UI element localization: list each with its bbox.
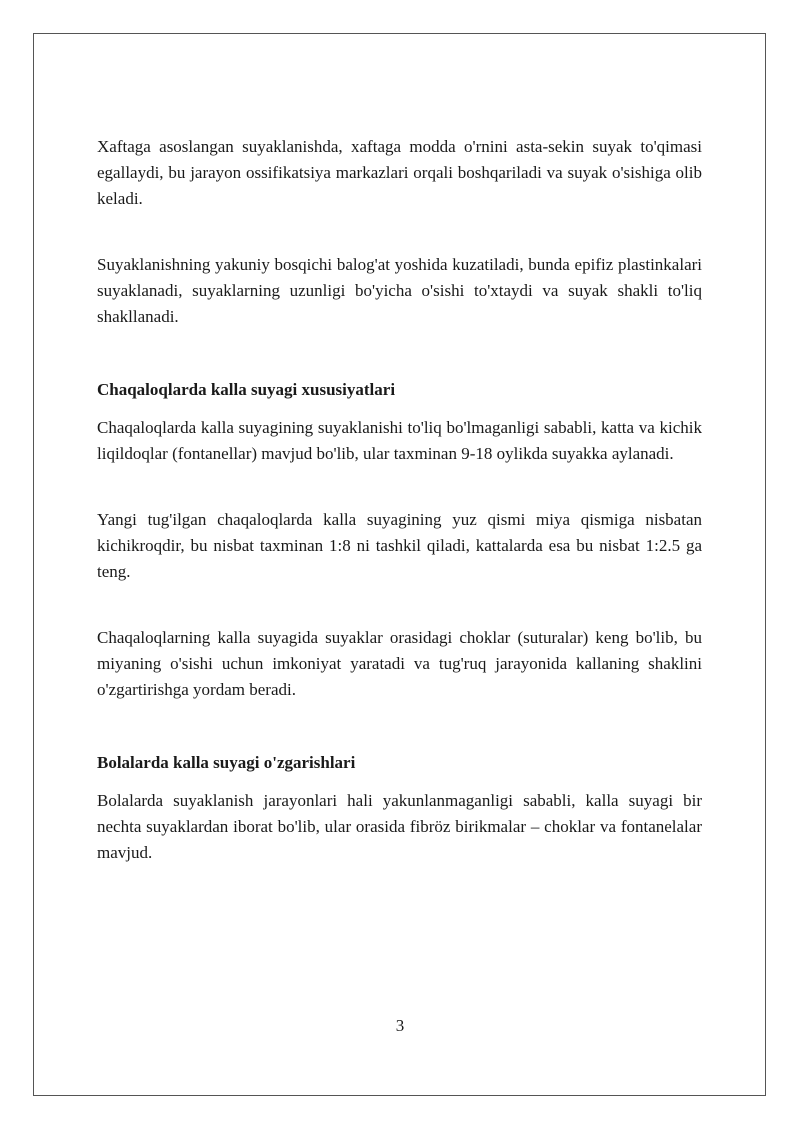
paragraph-ossification-final-stage: Suyaklanishning yakuniy bosqichi balog'at yoshida kuzatiladi, bunda epifiz plastinkalari suyaklanadi, suyaklarning uzunligi bo'yicha o'sishi to'xtaydi va suyak shakli to'liq shakllanadi. xyxy=(97,255,702,326)
paragraph-child-ossification: Bolalarda suyaklanish jarayonlari hali yakunlanmaganligi sababli, kalla suyagi bir nechta suyaklardan iborat bo'lib, ular orasida fibröz birikmalar – choklar va fontanelalar mavjud. xyxy=(97,791,702,862)
paragraph-face-cranium-ratio: Yangi tug'ilgan chaqaloqlarda kalla suyagining yuz qismi miya qismiga nisbatan kichikroqdir, bu nisbat taxminan 1:8 ni tashkil qiladi, kattalarda esa bu nisbat 1:2.5 ga teng. xyxy=(97,510,702,581)
paragraph-fontanelles: Chaqaloqlarda kalla suyagining suyaklanishi to'liq bo'lmaganligi sababli, katta va kichik liqildoqlar (fontanellar) mavjud bo'lib, ular taxminan 9-18 oylikda suyakka aylanadi. xyxy=(97,418,702,463)
document-body xyxy=(97,134,702,866)
paragraph-sutures: Chaqaloqlarning kalla suyagida suyaklar orasidagi choklar (suturalar) keng bo'lib, bu miyaning o'sishi uchun imkoniyat yaratadi va tug'ruq jarayonida kallaning shaklini o'zgartirishga yordam beradi. xyxy=(97,628,702,699)
section-heading-child-skull: Bolalarda kalla suyagi o'zgarishlari xyxy=(97,753,356,772)
paragraph-ossification-cartilage: Xaftaga asoslangan suyaklanishda, xaftaga modda o'rnini asta-sekin suyak to'qimasi egallaydi, bu jarayon ossifikatsiya markazlari orqali boshqariladi va suyak o'sishiga olib keladi. xyxy=(97,137,702,208)
page-number: 3 xyxy=(395,1016,405,1035)
section-heading-infant-skull: Chaqaloqlarda kalla suyagi xususiyatlari xyxy=(97,380,396,399)
